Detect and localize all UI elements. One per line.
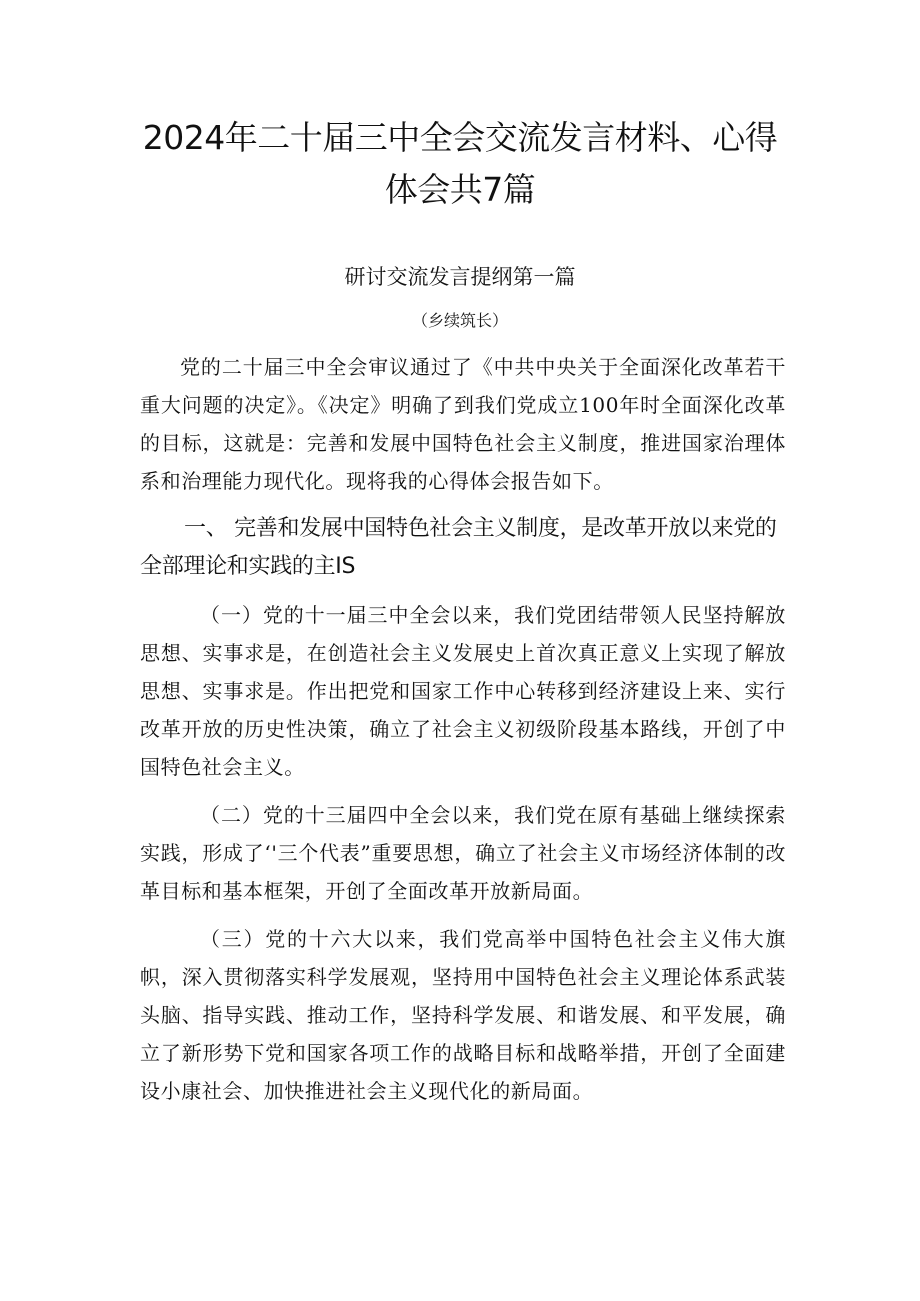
point-paragraph-1: （一）党的十一届三中全会以来，我们党团结带领人民坚持解放思想、实事求是，在创造社会主义发展史上首次真正意义上实现了解放思想、实事求是。作出把党和国家工作中心转移到经济建设上来、实行改革开放的历史性决策，确立了社会主义初级阶段基本路线，开创了中国特色社会主义。	[140, 603, 786, 779]
document-body	[140, 348, 786, 1120]
author-byline: （乡续筑长）	[411, 311, 508, 330]
point-paragraph-2: （二）党的十三届四中全会以来，我们党在原有基础上继续探索实践，形成了‘'三个代表”重要思想，确立了社会主义市场经济体制的改革目标和基本框架，开创了全面改革开放新局面。	[140, 803, 786, 903]
section-heading-1: 一、 完善和发展中国特色社会主义制度，是改革开放以来党的全部理论和实践的主IS	[140, 516, 777, 579]
intro-paragraph: 党的二十届三中全会审议通过了《中共中央关于全面深化改革若干重大问题的决定》。《决定》明确了到我们党成立100年时全面深化改革的目标，这就是：完善和发展中国特色社会主义制度，推进国家治理体系和治理能力现代化。现将我的心得体会报告如下。	[140, 355, 786, 493]
point-paragraph-3: （三）党的十六大以来，我们党高举中国特色社会主义伟大旗帜，深入贯彻落实科学发展观，坚持用中国特色社会主义理论体系武装头脑、指导实践、推动工作，坚持科学发展、和谐发展、和平发展，确立了新形势下党和国家各项工作的战略目标和战略举措，开创了全面建设小康社会、加快推进社会主义现代化的新局面。	[140, 927, 786, 1103]
document-title: 2024年二十届三中全会交流发言材料、心得体会共7篇	[142, 118, 778, 209]
section-title: 研讨交流发言提纲第一篇	[344, 265, 576, 289]
